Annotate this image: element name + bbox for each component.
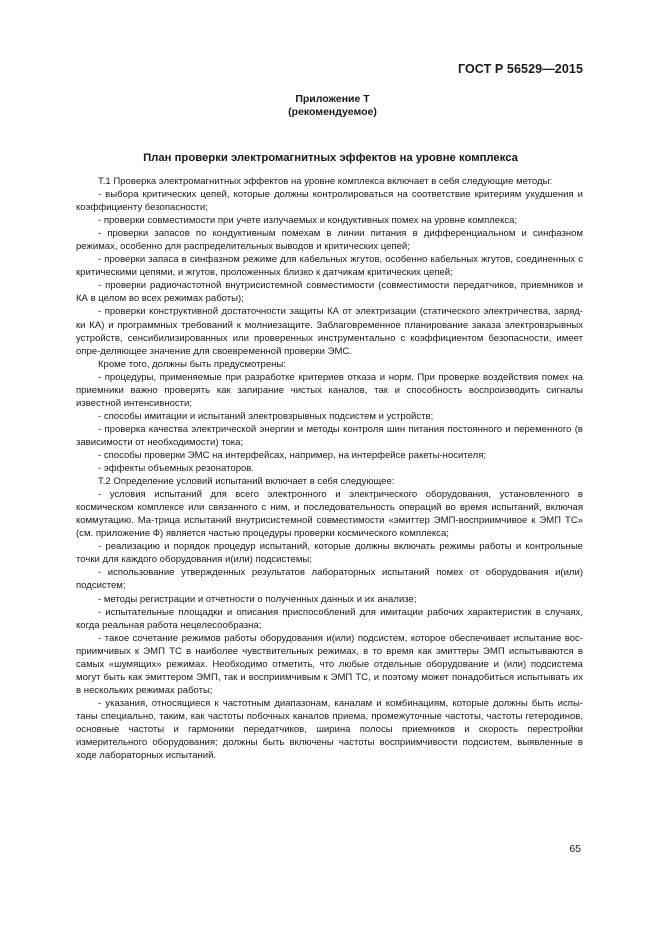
appendix-title: Приложение Т	[295, 93, 370, 105]
appendix-subtitle: (рекомендуемое)	[288, 106, 377, 118]
paragraph: - проверки конструктивной достаточности защиты КА от электризации (статического электричества, заряд-ки КА) и программных требований к молниезащите. Заблаговременное планирование заказа электровзрывных устройств, сенсибилизированных или проверенных инструментально с коэффициентом безопасности, имеет опре-деляющее значение для своевременной проверки ЭМС.	[76, 306, 583, 357]
paragraph: Кроме того, должны быть предусмотрены:	[98, 358, 286, 370]
paragraph: - способы имитации и испытаний электровзрывных подсистем и устройств;	[98, 410, 434, 422]
paragraph: Т.1 Проверка электромагнитных эффектов на уровне комплекса включает в себя следующие методы:	[98, 176, 553, 187]
paragraph: - проверки радиочастотной внутрисистемной совместимости (совместимости передатчиков, приемников и КА в целом во всех режимах работы);	[76, 280, 583, 305]
paragraph: - процедуры, применяемые при разработке критериев отказа и норм. При проверке воздействия помех на приемники важно проверять как запирание чистых каналов, так и способность воспроизводить сигналы известной интенсивности;	[76, 371, 583, 409]
paragraph: - методы регистрации и отчетности о полученных данных и их анализе;	[98, 593, 417, 605]
paragraph: - проверка качества электрической энергии и методы контроля шин питания постоянного и переменного (в зависимости от необходимости) тока;	[76, 423, 583, 448]
paragraph: - такое сочетание режимов работы оборудования и(или) подсистем, которое обеспечивает испытание вос-приимчивых к ЭМП ТС в наиболее чувствительных режимах, в то время как эмиттеры ЭМП испытываются в самых «шумящих» режимах. Необходимо отметить, что любые отдельные оборудование и (или) подсистема могут быть как эмиттером ЭМП, так и восприимчивым к ЭМП ТС, и поэтому может понадобиться испытывать их в нескольких режимах работы;	[76, 632, 583, 696]
paragraph: - проверки совместимости при учете излучаемых и кондуктивных помех на уровне комплекса;	[98, 215, 518, 227]
document-body	[76, 175, 583, 762]
appendix-heading	[0, 93, 661, 119]
paragraph: - испытательные площадки и описания приспособлений для имитации рабочих характеристик в случаях, когда реальная работа нецелесообразна;	[76, 606, 583, 631]
paragraph: - эффекты объемных резонаторов.	[98, 463, 255, 475]
paragraph: - проверки запаса в синфазном режиме для кабельных жгутов, особенно кабельных жгутов, соединенных с критическими цепями, и жгутов, проложенных близко к датчикам критических цепей;	[76, 254, 583, 279]
paragraph: - проверки запасов по кондуктивным помехам в линии питания в дифференциальном и синфазном режимах, особенно для распределительных выводов и критических цепей;	[76, 228, 583, 253]
paragraph: - реализацию и порядок процедур испытаний, которые должны включать режимы работы и контрольные точки для каждого оборудования и(или) подсистемы;	[76, 541, 583, 566]
paragraph: - указания, относящиеся к частотным диапазонам, каналам и комбинациям, которые должны быть испы-таны специально, таким, как частоты побочных каналов приема, промежуточные частоты, частоты гетеродинов, основные частоты и гармоники передатчиков, ширина полосы приемников и скорость перестройки измерительного оборудования; должны быть включены частоты восприимчивости подсистем, выявленные в ходе лабораторных испытаний.	[76, 697, 583, 762]
paragraph: - выбора критических цепей, которые должны контролироваться на соответствие критериям ухудшения и коэффициенту безопасности;	[76, 189, 583, 214]
paragraph: - условия испытаний для всего электронного и электрического оборудования, установленного в космическом комплексе или связанного с ним, и последовательность операций во время испытаний, включая коммутацию. Ма-трица испытаний внутрисистемной совместимости «эмиттер ЭМП-восприимчивое к ЭМП ТС» (см. приложение Ф) является частью процедуры проверки космического комплекса;	[76, 489, 583, 540]
page-number: 65	[569, 843, 581, 855]
section-title: План проверки электромагнитных эффектов на уровне комплекса	[143, 152, 518, 164]
paragraph: - использование утвержденных результатов лабораторных испытаний помех от оборудования и(или) подсистем;	[76, 567, 583, 592]
document-code: ГОСТ Р 56529—2015	[457, 62, 583, 76]
paragraph: Т.2 Определение условий испытаний включает в себя следующее:	[98, 476, 395, 488]
paragraph: - способы проверки ЭМС на интерфейсах, например, на интерфейсе ракеты-носителя;	[98, 449, 487, 461]
